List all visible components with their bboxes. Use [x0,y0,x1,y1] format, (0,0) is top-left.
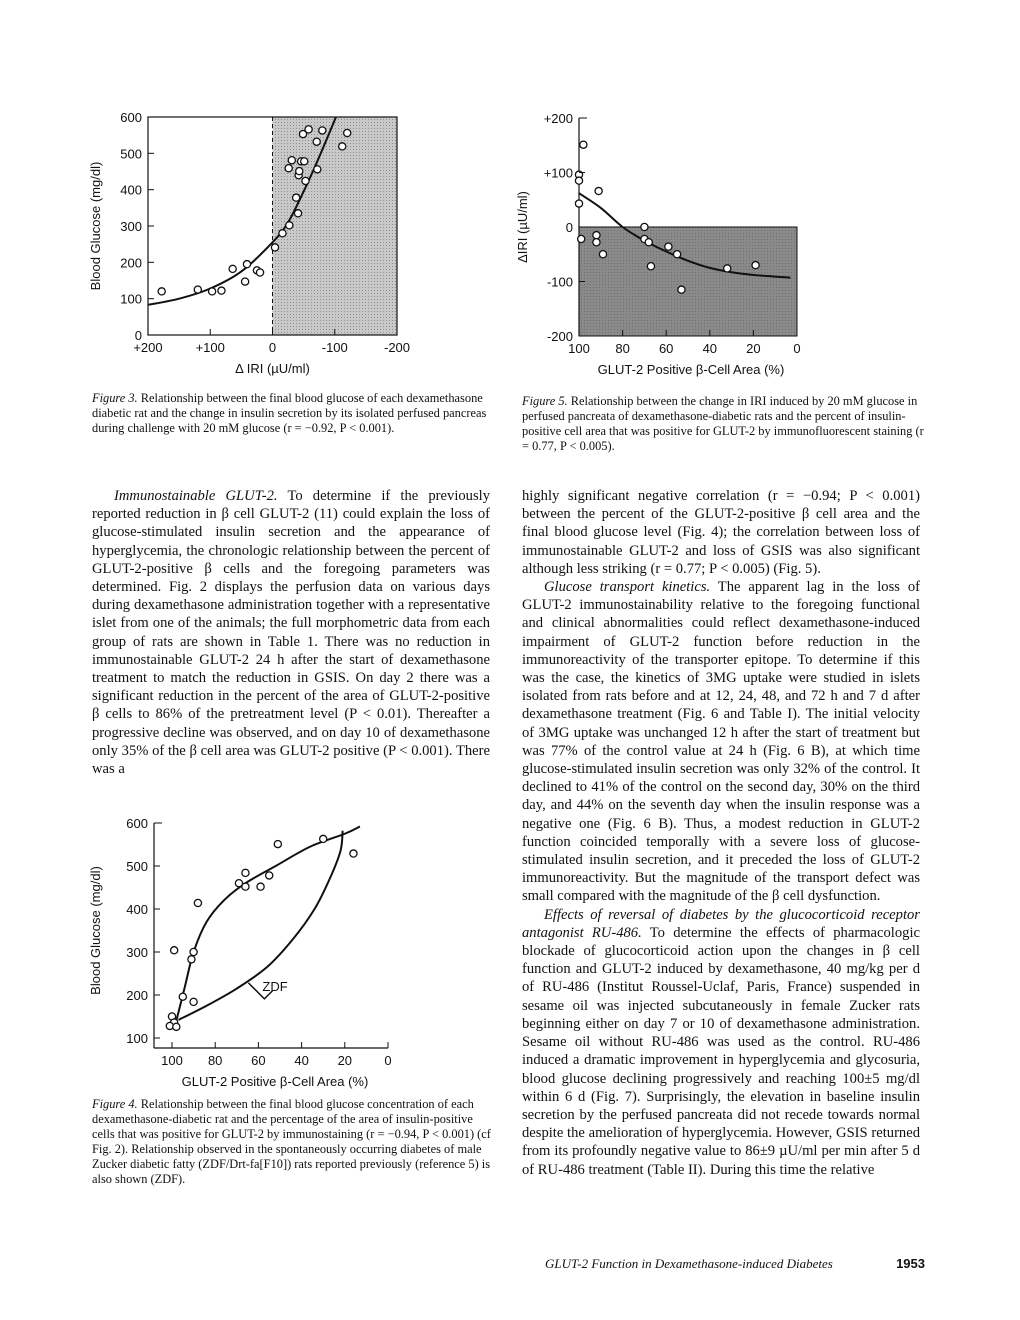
x-tick-label: -100 [321,340,348,355]
data-point [173,1023,180,1030]
y-tick-label: 400 [120,182,142,198]
y-tick-label: 200 [126,988,148,1003]
x-tick-label: 40 [294,1053,309,1068]
data-point [194,286,201,293]
data-point [293,194,300,201]
x-tick-label: 80 [207,1053,223,1068]
paragraph-2: The apparent lag in the loss of GLUT-2 immunostainability relative to the foregoing functional and clinical abnormalities could reflect dexamethasone-induced impairment of GLUT-2 function before reduction in the immunoreactivity of the transporter epitope. To determine if this was the case, the kinetics of 3MG uptake were studied in islets isolated from rats before and at 12, 24, 48, and 72 h and 7 d after dexamethasone treatment (Fig. 6 and Table I). The initial velocity of 3MG uptake was unchanged 12 h after the start of treatment but was 77% of the control value at 24 h (Fig. 6 B), at which time glucose-stimulated insulin secretion was only 32% of the control. It declined to 41% of the control on the second day, 30% on the third day, and 44% on the seventh day when the insulin response was a negative one (Fig. 6 B). Thus, a modest reduction in GLUT-2 function coincided temporally with a severe loss of glucose-stimulated insulin secretion, and it preceded the loss of GLUT-2 immunoreactivity. But the magnitude of the transport defect was small compared with the magnitude of the β cell dysfunction. [522,579,920,905]
section-heading-immunostainable: Immunostainable GLUT-2. [114,488,278,504]
data-point [243,261,250,268]
y-tick-label: +100 [543,165,573,181]
data-point [229,265,236,272]
figure-5-caption-label: Figure 5. [522,394,568,408]
left-column-text [92,487,490,778]
zdf-annotation: ZDF [262,978,288,994]
y-tick-label: 100 [120,291,142,307]
section-heading-glucose-transport: Glucose transport kinetics. [544,579,711,596]
y-tick-label: -100 [546,274,573,290]
data-point [171,947,178,954]
figure-3-caption-text: Relationship between the final blood glucose of each dexamethasone diabetic rat and the change in insulin secretion by its isolated perfused pancreas during challenge with 20 mM glucose (r = −0.92, P < 0.001). [92,391,487,435]
figure-3-caption-label: Figure 3. [92,391,138,405]
data-point [271,244,278,251]
data-point [724,265,731,272]
x-tick-label: 20 [337,1053,353,1068]
data-point [301,158,308,165]
data-point [257,883,264,890]
data-point [266,872,273,879]
data-point [294,210,301,217]
data-point [274,840,281,847]
data-point [665,243,672,250]
y-axis-label: Blood Glucose (mg/dl) [88,866,103,995]
figure-5-caption [522,394,928,454]
right-column-text [522,487,920,1179]
data-point [339,143,346,150]
x-axis-label: GLUT-2 Positive β-Cell Area (%) [181,1074,369,1089]
data-point [209,288,216,295]
data-point [286,222,293,229]
x-tick-label: 100 [161,1053,183,1068]
data-point [302,177,309,184]
data-point [350,850,357,857]
y-axis-label: Blood Glucose (mg/dl) [88,161,103,291]
zdf-curve [178,831,342,1020]
x-tick-label: 80 [615,341,630,356]
data-point [190,998,197,1005]
y-tick-label: 200 [120,255,142,271]
x-tick-label: 0 [793,341,801,356]
figure-4-caption [92,1097,494,1187]
data-point [674,251,681,258]
y-tick-label: +200 [543,111,573,126]
x-tick-label: 100 [568,341,590,356]
data-point [641,223,648,230]
x-tick-label: -200 [383,340,411,355]
figure-4 [80,800,410,1100]
shaded-region [579,227,797,336]
y-tick-label: 300 [126,945,148,960]
y-tick-label: 400 [126,902,148,917]
data-point [678,286,685,293]
paragraph: To determine if the previously reported reduction in β cell GLUT-2 (11) could explain the loss of glucose-stimulated insulin secretion and the appearance of hyperglycemia, the chronologic relationship between the percent of GLUT-2-positive β cells and the foregoing parameters was determined. Fig. 2 displays the perfusion data on various days during dexamethasone administration together with a representative islet from one of the animals; the full morphometric data from each group of rats are shown in Table 1. There was no reduction in immunostainable GLUT-2 24 h after the start of dexamethasone treatment to match the reduction in GSIS. On day 2 there was a significant reduction in the percent of the area of GLUT-2-positive β cells to 86% of the pretreatment level (P < 0.01). Thereafter a progressive decline was observed, and on day 10 of dexamethasone only 35% of the β cell area was GLUT-2 positive (P < 0.001). There was a [92,488,490,778]
figure-3-chart [80,95,440,385]
data-point [647,263,654,270]
data-point [296,168,303,175]
data-point [242,869,249,876]
data-point [580,141,587,148]
data-point [319,127,326,134]
data-point [256,269,263,276]
figure-4-chart [80,800,410,1100]
y-tick-label: 0 [134,328,142,343]
data-point [179,993,186,1000]
running-title: GLUT-2 Function in Dexamethasone-induced Diabetes [545,1256,833,1271]
y-tick-label: -200 [546,329,573,344]
y-tick-label: 300 [120,219,142,234]
page-footer [545,1256,925,1272]
data-point [575,177,582,184]
y-axis-label: ΔIRI (µU/ml) [515,191,530,263]
x-tick-label: +200 [133,340,163,355]
x-tick-label: 20 [746,341,761,356]
data-point [242,883,249,890]
page-number: 1953 [896,1256,925,1271]
x-tick-label: 60 [251,1053,266,1068]
data-point [188,956,195,963]
data-point [242,278,249,285]
y-tick-label: 500 [126,859,148,874]
data-point [575,200,582,207]
data-point [218,287,225,294]
x-tick-label: 60 [658,341,674,356]
paragraph-1: highly significant negative correlation (r = −0.94; P < 0.001) between the percent of the GLUT-2-positive β cell area and the final blood glucose level (Fig. 4); the correlation between loss of immunostainable GLUT-2 and loss of GSIS was also significant although less striking (r = 0.77; P < 0.005) (Fig. 5). [522,488,920,577]
data-point [190,948,197,955]
data-point [578,235,585,242]
figure-4-caption-text: Relationship between the final blood glucose concentration of each dexamethasone-diabetic rat and the percentage of the area of insulin-positive cells that was positive for GLUT-2 by immunostaining (r = −0.94, P < 0.001) (cf Fig. 2). Relationship observed in the spontaneously occurring diabetes of male Zucker diabetic fatty (ZDF/Drt-fa[F10]) rats reported previously (reference 5) is also shown (ZDF). [92,1097,491,1186]
data-point [288,157,295,164]
figure-5-caption-text: Relationship between the change in IRI induced by 20 mM glucose in perfused pancreata of dexamethasone-diabetic rats and the percent of insulin-positive cell area that was positive for GLUT-2 by immunofluorescent staining (r = 0.77, P < 0.005). [522,394,924,453]
y-tick-label: 500 [120,146,142,162]
data-point [599,251,606,258]
y-tick-label: 100 [126,1031,148,1046]
data-point [593,239,600,246]
section-heading-ru486: Effects of reversal of diabetes by the glucocorticoid receptor antagonist RU-486. [522,906,920,941]
data-point [314,166,321,173]
x-tick-label: 0 [384,1053,392,1068]
y-tick-label: 600 [120,110,142,125]
data-point [194,899,201,906]
x-tick-label: 40 [702,341,718,356]
data-point [752,262,759,269]
data-point [645,239,652,246]
figure-3 [80,95,440,385]
data-point [320,835,327,842]
paragraph-3: To determine the effects of pharmacologic blockade of glucocorticoid action upon the changes in β cell function and GLUT-2 induced by dexamethasone, 40 mg/kg per d of RU-486 (Institut Roussel-Uclaf, Paris, France) suspended in sesame oil was injected subcutaneously in female Zucker rats beginning either on day 7 or 10 of dexamethasone administration. Sesame oil without RU-486 was used as the control. RU-486 induced a dramatic improvement in hyperglycemia and glycosuria, blood glucose declining progressively and reaching 100±5 mg/dl within 6 d (Fig. 7). Surprisingly, the elevation in baseline insulin secretion by the perfused pancreata did not recede towards normal despite the amelioration of hyperglycemia. However, GSIS returned from its profoundly negative value to 86±9 µU/ml per min after 5 d of RU-486 treatment (Table II). During this time the relative [522,924,920,1178]
figure-5-chart [500,95,830,385]
data-point [305,126,312,133]
y-tick-label: 0 [565,220,573,235]
x-tick-label: +100 [195,340,225,355]
x-axis-label: Δ IRI (µU/ml) [235,361,310,376]
figure-5 [500,95,830,385]
data-point [595,187,602,194]
data-point [344,129,351,136]
data-point [593,232,600,239]
data-point [313,138,320,145]
y-tick-label: 600 [126,816,148,831]
data-point [158,288,165,295]
x-axis-label: GLUT-2 Positive β-Cell Area (%) [597,362,785,377]
x-tick-label: 0 [268,340,277,355]
data-point [285,165,292,172]
figure-4-caption-label: Figure 4. [92,1097,138,1111]
data-point [279,230,286,237]
figure-3-caption [92,391,488,436]
